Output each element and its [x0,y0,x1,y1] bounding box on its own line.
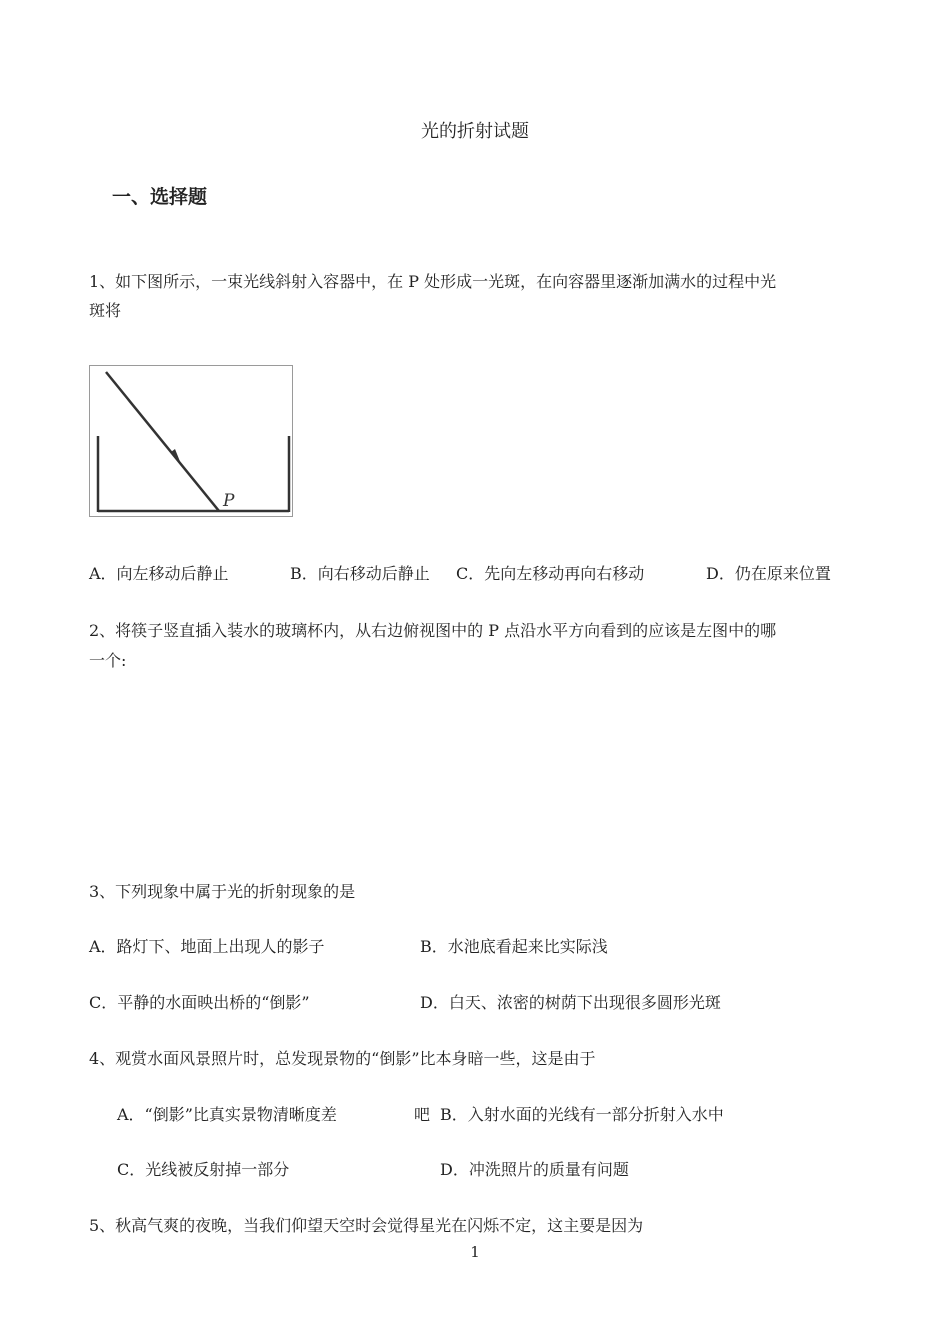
point-p-label: P [223,491,235,511]
question-4-stem: 4、观赏水面风景照片时，总发现景物的“倒影”比本身暗一些，这是由于 [89,1049,596,1068]
light-ray [106,372,219,511]
question-2-line-2: 一个: [89,651,127,670]
question-2-line-1: 2、将筷子竖直插入装水的玻璃杯内，从右边俯视图中的 P 点沿水平方向看到的应该是左图中的哪 [89,621,777,640]
question-4-option-a: A．“倒影”比真实景物清晰度差 [117,1105,337,1124]
light-beam-container-diagram [90,366,292,516]
page-title: 光的折射试题 [421,121,529,142]
question-1-line-1: 1、如下图所示，一束光线斜射入容器中，在 P 处形成一光斑，在向容器里逐渐加满水的过程中光 [89,272,777,291]
question-1-figure [89,365,293,517]
page-number: 1 [470,1243,480,1261]
question-1-option-d: D．仍在原来位置 [706,564,831,583]
question-4-option-c: C．光线被反射掉一部分 [117,1160,290,1179]
question-1-line-2: 斑将 [89,301,122,320]
question-3-stem: 3、下列现象中属于光的折射现象的是 [89,882,356,901]
light-ray-arrow [171,449,181,464]
question-3-option-a: A．路灯下、地面上出现人的影子 [89,937,325,956]
question-1-option-b: B．向右移动后静止 [290,564,430,583]
question-4-option-b: B．入射水面的光线有一部分折射入水中 [440,1105,724,1124]
question-4-stray-text: 吧 [414,1105,431,1124]
question-3-option-d: D．白天、浓密的树荫下出现很多圆形光斑 [420,993,721,1012]
question-1-option-a: A．向左移动后静止 [89,564,229,583]
question-3-option-c: C．平静的水面映出桥的“倒影” [89,993,310,1012]
question-1-option-c: C．先向左移动再向右移动 [456,564,645,583]
section-heading: 一、选择题 [112,186,208,208]
question-5-stem: 5、秋高气爽的夜晚，当我们仰望天空时会觉得星光在闪烁不定，这主要是因为 [89,1216,644,1235]
question-4-option-d: D．冲洗照片的质量有问题 [440,1160,629,1179]
question-3-option-b: B．水池底看起来比实际浅 [420,937,608,956]
